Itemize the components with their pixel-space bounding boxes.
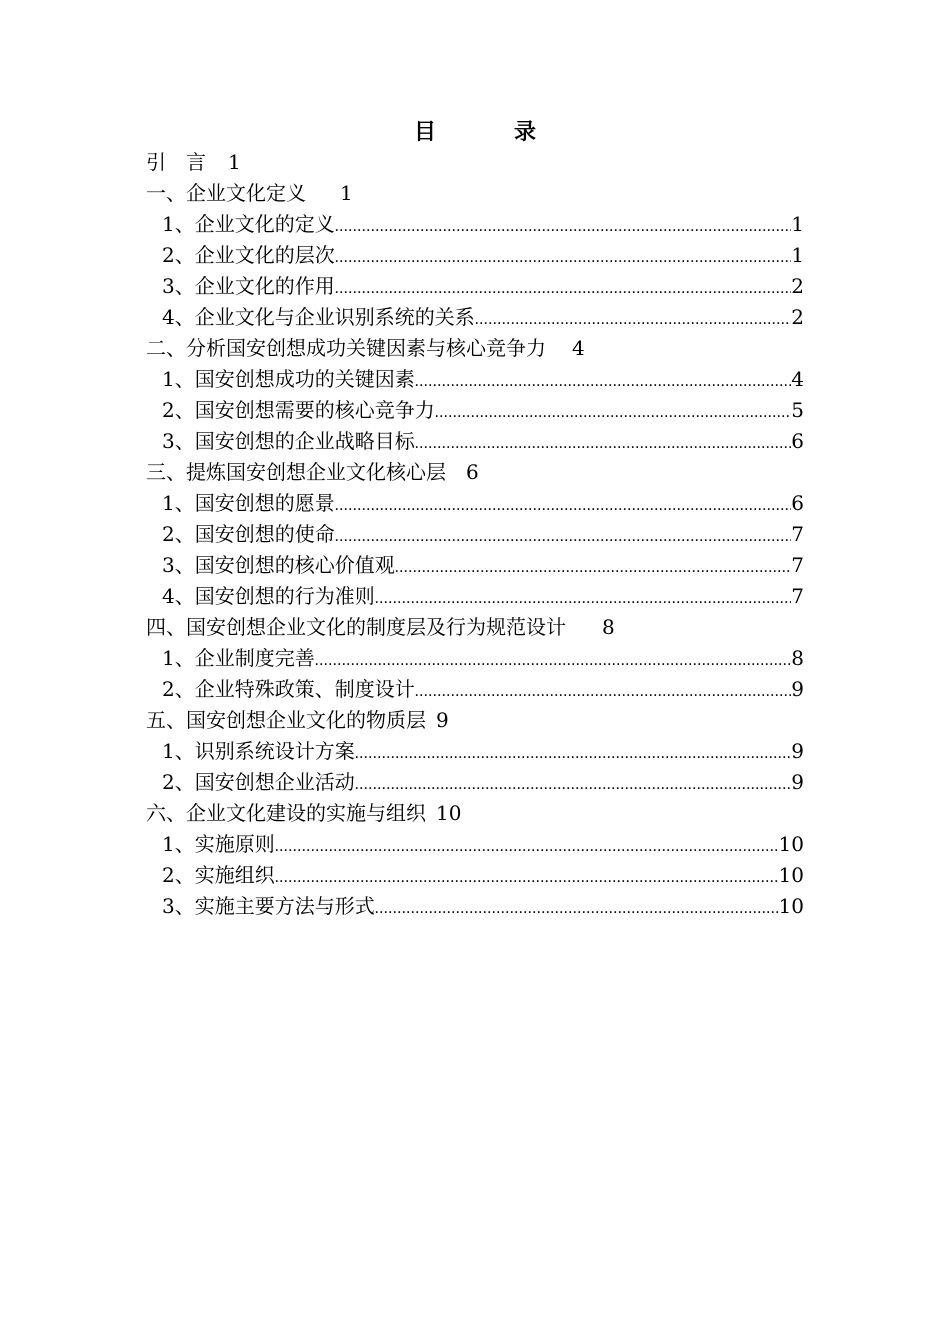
toc-entry-page: 1 [791,212,804,236]
dot-leader [275,862,779,893]
toc-chapter-page: 4 [572,336,585,360]
toc-entry-page: 5 [791,398,804,422]
dot-leader [375,893,779,924]
toc-entry-page: 2 [791,274,804,298]
toc-entry-page: 10 [778,832,804,856]
toc-chapter[interactable] [146,457,804,488]
toc-entry-page: 9 [791,677,804,701]
toc-entry-label: 1、企业文化的定义 [162,212,335,236]
toc-entry-label: 1、实施原则 [162,832,275,856]
toc-entry-label: 2、国安创想需要的核心竞争力 [162,398,435,422]
dot-leader [355,769,792,800]
toc-entry[interactable] [146,891,804,922]
toc-entry[interactable] [146,426,804,457]
toc-chapter-label: 二、分析国安创想成功关键因素与核心竞争力 [146,336,546,360]
toc-chapter-label: 引 言 [146,150,206,174]
toc-chapter[interactable] [146,798,804,829]
toc-entry-page: 4 [791,367,804,391]
table-of-contents [146,147,804,922]
dot-leader [335,521,792,552]
toc-entry[interactable] [146,643,804,674]
toc-entry[interactable] [146,271,804,302]
toc-entry-page: 1 [791,243,804,267]
dot-leader [435,397,792,428]
toc-entry-label: 2、国安创想的使命 [162,522,335,546]
toc-entry-label: 2、国安创想企业活动 [162,770,355,794]
toc-entry-label: 2、企业文化的层次 [162,243,335,267]
dot-leader [355,738,792,769]
toc-entry[interactable] [146,550,804,581]
toc-entry[interactable] [146,240,804,271]
toc-entry[interactable] [146,829,804,860]
toc-chapter[interactable] [146,705,804,736]
dot-leader [415,676,792,707]
dot-leader [375,583,792,614]
dot-leader [335,490,792,521]
toc-chapter-page: 8 [602,615,615,639]
toc-entry[interactable] [146,674,804,705]
dot-leader [315,645,792,676]
toc-chapter-page: 1 [340,181,353,205]
toc-entry-label: 2、实施组织 [162,863,275,887]
toc-chapter[interactable] [146,178,804,209]
toc-entry-page: 7 [791,522,804,546]
toc-entry-page: 7 [791,553,804,577]
toc-chapter-page: 6 [466,460,479,484]
toc-entry-page: 2 [791,305,804,329]
toc-entry-label: 4、企业文化与企业识别系统的关系 [162,305,475,329]
toc-entry[interactable] [146,364,804,395]
toc-chapter-label: 三、提炼国安创想企业文化核心层 [146,460,446,484]
toc-chapter[interactable] [146,147,804,178]
dot-leader [335,211,792,242]
toc-chapter-label: 五、国安创想企业文化的物质层 [146,708,426,732]
toc-entry[interactable] [146,581,804,612]
toc-entry[interactable] [146,736,804,767]
toc-entry-label: 3、国安创想的核心价值观 [162,553,395,577]
toc-entry[interactable] [146,209,804,240]
dot-leader [275,831,779,862]
toc-entry-label: 3、企业文化的作用 [162,274,335,298]
toc-chapter[interactable] [146,612,804,643]
toc-chapter-label: 一、企业文化定义 [146,181,306,205]
toc-entry[interactable] [146,519,804,550]
toc-entry[interactable] [146,302,804,333]
toc-entry-label: 4、国安创想的行为准则 [162,584,375,608]
toc-entry[interactable] [146,767,804,798]
toc-chapter-label: 四、国安创想企业文化的制度层及行为规范设计 [146,615,566,639]
toc-chapter-page: 1 [228,150,241,174]
toc-entry-label: 3、实施主要方法与形式 [162,894,375,918]
dot-leader [335,242,792,273]
dot-leader [415,428,792,459]
toc-entry-page: 9 [791,739,804,763]
toc-chapter-label: 六、企业文化建设的实施与组织 [146,801,426,825]
toc-entry-label: 1、识别系统设计方案 [162,739,355,763]
toc-chapter-page: 10 [436,801,462,825]
dot-leader [415,366,792,397]
toc-entry-label: 1、国安创想的愿景 [162,491,335,515]
dot-leader [335,273,792,304]
dot-leader [395,552,792,583]
toc-entry-page: 10 [778,894,804,918]
toc-title: 目 录 [413,119,564,145]
toc-chapter[interactable] [146,333,804,364]
toc-entry[interactable] [146,395,804,426]
toc-entry-page: 6 [791,429,804,453]
toc-entry[interactable] [146,860,804,891]
toc-chapter-page: 9 [436,708,449,732]
toc-entry-page: 10 [778,863,804,887]
toc-entry-page: 8 [791,646,804,670]
toc-entry-label: 3、国安创想的企业战略目标 [162,429,415,453]
toc-entry-label: 1、国安创想成功的关键因素 [162,367,415,391]
toc-entry-page: 6 [791,491,804,515]
toc-entry-page: 7 [791,584,804,608]
toc-entry[interactable] [146,488,804,519]
toc-entry-label: 2、企业特殊政策、制度设计 [162,677,415,701]
dot-leader [475,304,792,335]
toc-entry-label: 1、企业制度完善 [162,646,315,670]
toc-entry-page: 9 [791,770,804,794]
